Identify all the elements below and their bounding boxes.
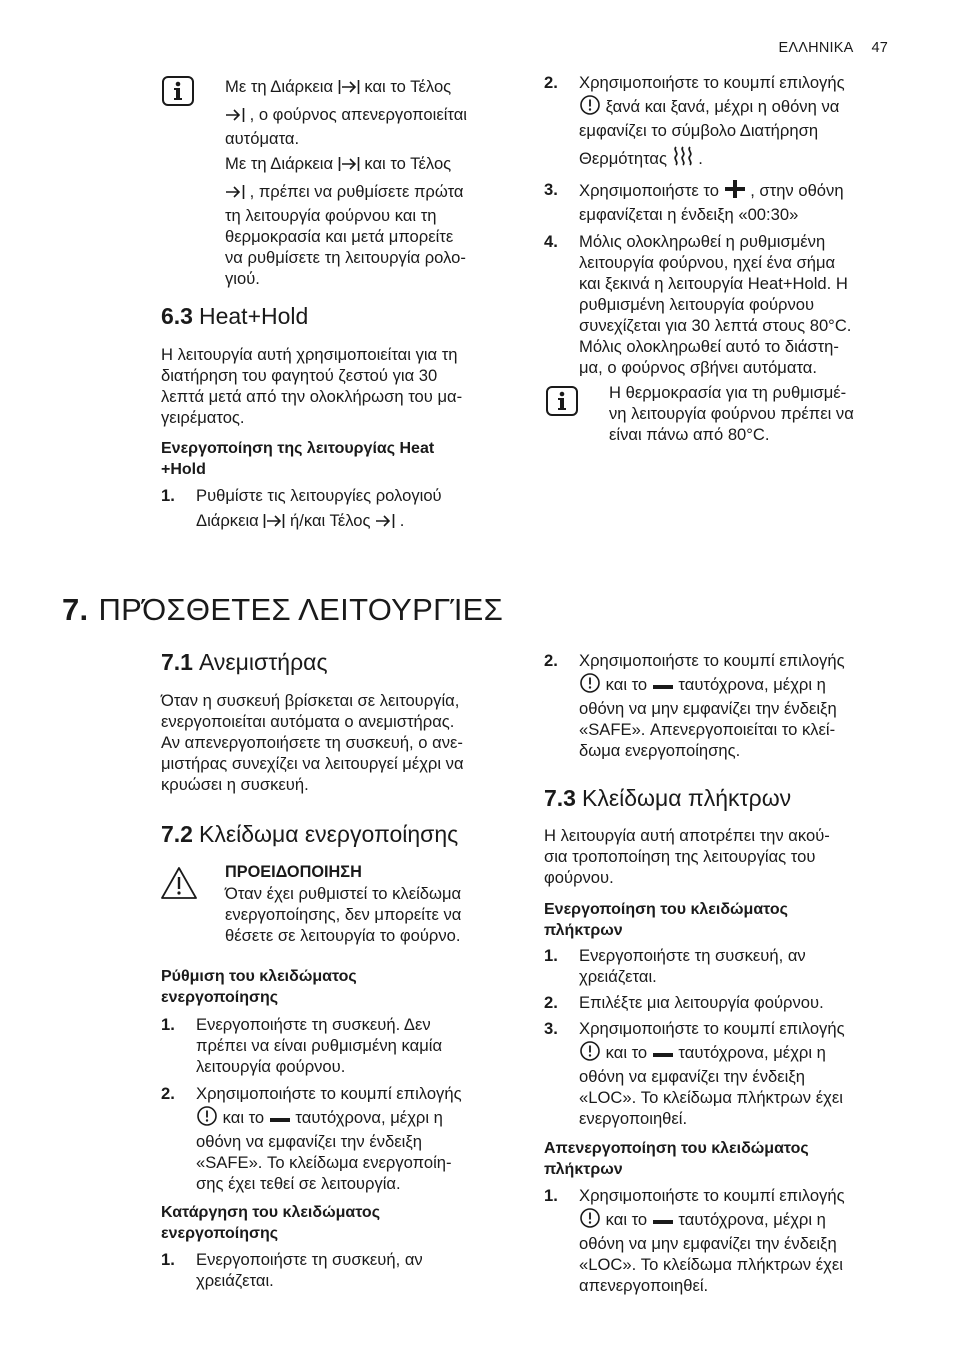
end-icon <box>225 107 245 128</box>
end-icon <box>375 513 395 534</box>
duration-icon <box>338 156 360 177</box>
section-7-3-body: Η λειτουργία αυτή αποτρέπει την ακού- σια τροποποίηση της λειτουργίας του φούρνου. <box>544 826 830 887</box>
duration-icon <box>338 79 360 100</box>
subheading-cancel-lock: Κατάργηση του κλειδώματος ενεργοποίησης <box>161 1204 381 1242</box>
section-heading-7-2: 7.2 Κλείδωμα ενεργοποίησης <box>161 821 459 847</box>
section-heading-7-1: 7.1 Ανεμιστήρας <box>161 649 328 675</box>
duration-icon <box>263 513 285 534</box>
list-item: 3. Χρησιμοποιήστε το κουμπί επιλογής και το ταυτόχρονα, μέχρι η οθόνη να εμφανίζει την ένδειξη «LOC». Το κλείδωμα πλήκτρων έχει ενεργοποιηθεί. <box>544 1019 845 1128</box>
note-duration-end: Με τη Διάρκεια και το Τέλος , ο φούρνος απενεργοποιείται αυτόματα. Με τη Διάρκεια και το Τέλος , πρέπει να ρυθμίσετε πρώτα τη λειτουργία φούρνου και τη θερμοκρασία και μετά μπορείτε να ρυθμίσετε τη λειτουργία ρολο- γιού. <box>225 77 467 288</box>
list-item: 3. Χρησιμοποιήστε το , στην οθόνη εμφανίζεται η ένδειξη «00:30» <box>544 180 844 224</box>
list-item: 1. Ενεργοποιήστε τη συσκευή. Δεν πρέπει να είναι ρυθμισμένη καμία λειτουργία φούρνου. <box>161 1015 443 1076</box>
section-heading-7-3: 7.3 Κλείδωμα πλήκτρων <box>544 785 792 811</box>
subheading-deactivate-key-lock: Απενεργοποίηση του κλειδώματος πλήκτρων <box>544 1140 809 1178</box>
steps-heat-hold-right <box>544 72 904 383</box>
selector-knob-icon <box>579 673 601 698</box>
subheading-set-lock: Ρύθμιση του κλειδώματος ενεργοποίησης <box>161 968 357 1006</box>
list-item: 2. Χρησιμοποιήστε το κουμπί επιλογής ξανά και ξανά, μέχρι η οθόνη να εμφανίζει το σύμβολο Διατήρηση Θερμότητας . <box>544 72 904 172</box>
subheading-activate-key-lock: Ενεργοποίηση του κλειδώματος πλήκτρων <box>544 901 788 939</box>
warning-icon <box>160 866 198 900</box>
header-language: ΕΛΛΗΝΙΚΑ <box>778 40 854 56</box>
selector-knob-icon <box>196 1106 218 1131</box>
list-item: 1. Ενεργοποιήστε τη συσκευή, αν χρειάζεται. <box>161 1250 423 1290</box>
plus-icon <box>724 179 746 204</box>
subheading-heat-hold-activation: Ενεργοποίηση της λειτουργίας Heat +Hold <box>161 440 435 478</box>
steps-heat-hold-left <box>161 485 521 539</box>
page-header <box>779 38 889 59</box>
page-number: 47 <box>871 40 888 56</box>
section-heading-6-3: 6.3 Heat+Hold <box>161 303 309 329</box>
list-item: 1. Χρησιμοποιήστε το κουμπί επιλογής και το ταυτόχρονα, μέχρι η οθόνη να μην εμφανίζει την ένδειξη «LOC». Το κλείδωμα πλήκτρων έχει απενεργοποιηθεί. <box>544 1186 845 1295</box>
section-6-3-body: Η λειτουργία αυτή χρησιμοποιείται για τη διατήρηση του φαγητού ζεστού για 30 λεπτά μετά από την ολοκλήρωση του μα- γειρέματος. <box>161 345 463 427</box>
info-icon <box>546 386 578 416</box>
chapter-title: 7. ΠΡΌΣΘΕΤΕΣ ΛΕΙΤΟΥΡΓΊΕΣ <box>62 592 504 627</box>
steps-cancel-lock-right <box>544 650 904 766</box>
minus-icon <box>652 677 674 698</box>
end-icon <box>225 184 245 205</box>
selector-knob-icon <box>579 1208 601 1233</box>
list-item: 1. Ενεργοποιήστε τη συσκευή, αν χρειάζεται. <box>544 946 806 986</box>
minus-icon <box>652 1212 674 1233</box>
selector-knob-icon <box>579 1041 601 1066</box>
selector-knob-icon <box>579 95 601 120</box>
info-icon <box>162 76 194 106</box>
steps-set-lock <box>161 1014 521 1199</box>
list-item: 4. Μόλις ολοκληρωθεί η ρυθμισμένη λειτουργία φούρνου, ηχεί ένα σήμα και ξεκινά η λειτουργία Heat+Hold. Η ρυθμισμένη λειτουργία φούρνου συνεχίζεται για 30 λεπτά στους 80°C. Μόλις ολοκληρωθεί αυτό το διάστη- μα, ο φούρνος σβήνει αυτόματα. <box>544 232 852 377</box>
note-temperature: Η θερμοκρασία για τη ρυθμισμέ- νη λειτουργία φούρνου πρέπει να είναι πάνω από 80°C. <box>609 383 854 444</box>
list-item: 2. Χρησιμοποιήστε το κουμπί επιλογής και το ταυτόχρονα, μέχρι η οθόνη να μην εμφανίζει την ένδειξη «SAFE». Απενεργοποιείται το κλεί- δωμα ενεργοποίησης. <box>544 651 845 760</box>
list-item: 2. Επιλέξτε μια λειτουργία φούρνου. <box>544 993 824 1012</box>
steps-activate-key-lock <box>544 945 904 1134</box>
list-item: 2. Χρησιμοποιήστε το κουμπί επιλογής και το ταυτόχρονα, μέχρι η οθόνη να εμφανίζει την ένδειξη «SAFE». Το κλείδωμα ενεργοποίη- σης έχει τεθεί σε λειτουργία. <box>161 1084 462 1193</box>
warning-note: ΠΡΟΕΙΔΟΠΟΙΗΣΗ Όταν έχει ρυθμιστεί το κλείδωμα ενεργοποίησης, δεν μπορείτε να θέσετε σε λειτουργία το φούρνο. <box>225 863 462 945</box>
steps-deactivate-key-lock <box>544 1185 904 1301</box>
list-item: 1. Ρυθμίστε τις λειτουργίες ρολογιού Διάρκεια ή/και Τέλος . <box>161 485 521 534</box>
minus-icon <box>269 1110 291 1131</box>
minus-icon <box>652 1045 674 1066</box>
section-7-1-body: Όταν η συσκευή βρίσκεται σε λειτουργία, ενεργοποιείται αυτόματα ο ανεμιστήρας. Αν απενεργοποιήσετε τη συσκευή, ο ανε- μιστήρας συνεχίζει να λειτουργεί μέχρι να κρυώσει η συσκευή. <box>161 691 464 794</box>
keep-warm-icon <box>672 145 694 172</box>
steps-cancel-lock <box>161 1249 521 1296</box>
